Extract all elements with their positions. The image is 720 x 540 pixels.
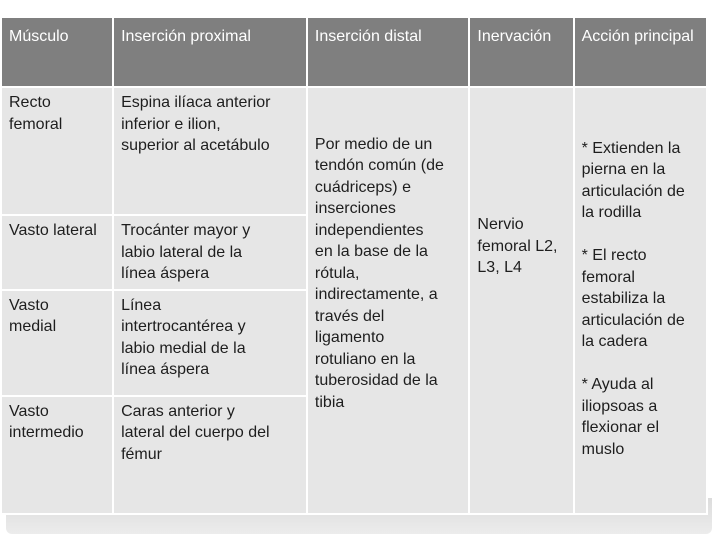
cell-proximal (113, 87, 307, 215)
cell-text: Línea (121, 296, 162, 314)
cell-text: * El recto (581, 247, 647, 264)
cell-musculo (1, 396, 113, 514)
header-insercion-proximal: Inserción proximal (113, 17, 307, 87)
cell-text: Por medio de un (314, 135, 433, 153)
cell-proximal (113, 396, 307, 514)
cell-text: través del (314, 307, 385, 325)
cell-text: muslo (581, 440, 625, 458)
cell-text: tendón común (de (314, 157, 444, 174)
cell-text: línea áspera (121, 361, 210, 378)
header-inervacion: Inervación (469, 17, 573, 87)
cell-text: iliopsoas a (581, 397, 658, 415)
cell-text: * Extienden la (581, 139, 681, 157)
cell-text: en la base de la (314, 243, 428, 260)
cell-musculo (1, 215, 113, 290)
header-insercion-distal: Inserción distal (307, 17, 469, 87)
cell-text: Recto (9, 94, 51, 111)
cell-text: intermedio (9, 424, 84, 441)
cell-text: * Ayuda al (581, 376, 654, 393)
cell-text: línea áspera (121, 265, 210, 282)
cell-text: femoral L2, (477, 237, 558, 255)
cell-text: inferior e ilion, (121, 115, 221, 133)
cell-text: Vasto (9, 296, 49, 314)
cell-text: pierna en la (581, 161, 666, 178)
cell-text: rotuliano en la (314, 350, 416, 368)
cell-accion-principal (574, 87, 707, 514)
cell-text: inserciones (314, 200, 396, 217)
cell-text: independientes (314, 221, 424, 239)
cell-text: articulación de (581, 311, 685, 329)
cell-text: indirectamente, a (314, 286, 438, 303)
cell-text: medial (9, 318, 57, 335)
cell-text: articulación de (581, 182, 685, 200)
cell-insercion-distal (307, 87, 469, 514)
cell-text: rótula, (314, 264, 360, 282)
cell-musculo (1, 290, 113, 396)
header-musculo: Músculo (1, 17, 113, 87)
cell-inervacion (469, 87, 573, 514)
cell-text: ligamento (314, 329, 385, 346)
cell-text: tibia (314, 393, 345, 411)
cell-text: lateral del cuerpo del (121, 424, 270, 441)
cell-text: labio lateral de la (121, 243, 243, 261)
cell-text: femoral (9, 115, 63, 133)
cell-text: la rodilla (581, 204, 642, 221)
cell-proximal (113, 290, 307, 396)
header-accion-principal: Acción principal (574, 17, 707, 87)
cell-musculo (1, 87, 113, 215)
muscle-table (0, 16, 708, 515)
muscle-table-container (0, 16, 708, 498)
cell-text: Nervio (477, 216, 524, 234)
cell-text: la cadera (581, 333, 648, 350)
cell-proximal (113, 215, 307, 290)
cell-text: intertrocantérea y (121, 318, 246, 335)
cell-text: femoral (581, 268, 635, 286)
cell-text: Trocánter mayor y (121, 222, 251, 239)
cell-text: estabiliza la (581, 290, 666, 307)
cell-text: flexionar el (581, 419, 659, 436)
header-row (1, 17, 707, 87)
cell-text: cuádriceps) e (314, 178, 411, 196)
cell-text: fémur (121, 445, 162, 463)
cell-text: Caras anterior y (121, 402, 235, 420)
cell-text: Vasto (9, 402, 49, 420)
cell-text: Espina ilíaca anterior (121, 94, 271, 111)
cell-text: Vasto lateral (9, 222, 97, 239)
cell-text: tuberosidad de la (314, 372, 438, 389)
cell-text: superior al acetábulo (121, 137, 270, 154)
cell-text: labio medial de la (121, 339, 246, 357)
cell-text: L3, L4 (477, 259, 522, 277)
table-row (1, 87, 707, 215)
